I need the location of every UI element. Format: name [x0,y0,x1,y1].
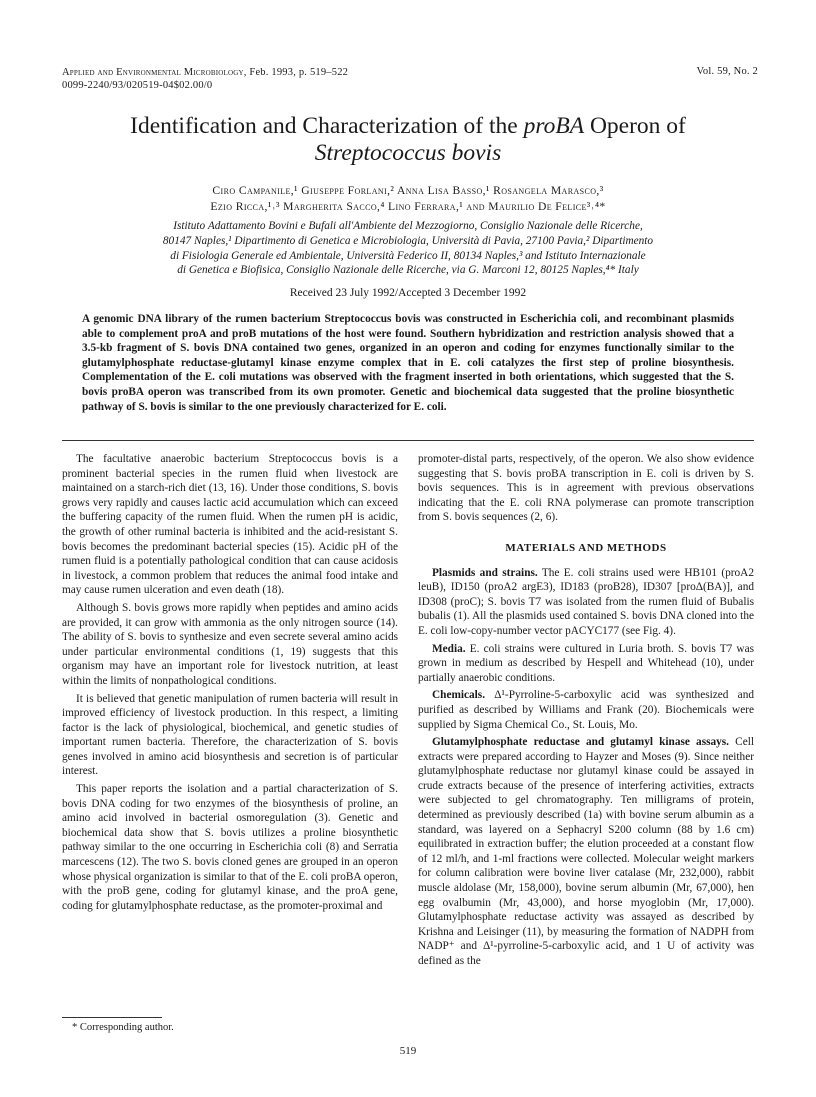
intro-paragraph-4: This paper reports the isolation and a partial characterization of S. bovis DNA coding for two enzymes of the biosynthesis of proline, an amino acid involved in bacterial osmoregulation (3). Genetic and biochemical data show that S. bovis utilizes a proline biosynthetic pathway similar to the one occurring in Escherichia coli (8) and Serratia marcescens (12). The two S. bovis cloned genes are grouped in an operon whose physical organization is similar to that of the E. coli proBA operon, with the proB gene, coding for glutamyl kinase, and the proA gene, coding for glutamylphosphate reductase, as the promoter-proximal and [62,783,398,912]
chemicals-paragraph [418,688,754,732]
title-part1: Identification and Characterization of the [130,113,524,139]
media-text: E. coli strains were cultured in Luria broth. S. bovis T7 was grown in medium as described by Hespell and Whitehead (10), under partially anaerobic conditions. [418,642,754,684]
title-part2: Operon of [584,113,686,139]
intro-paragraph-continued: promoter-distal parts, respectively, of the operon. We also show evidence suggesting that S. bovis proBA transcription in E. coli is driven by S. bovis sequences. This is in agreement with previous observations indicating that the E. coli RNA polymerase can promote transcription from S. bovis sequences (2, 6). [418,453,754,524]
affiliation-line-4: di Genetica e Biofisica, Consiglio Nazionale delle Ricerche, via G. Marconi 12, 80125 Naples,⁴* Italy [177,264,639,277]
issn-line: 0099-2240/93/020519-04$02.00/0 [62,80,213,91]
affiliation-line-1: Istituto Adattamento Bovini e Bufali all'Ambiente del Mezzogiorno, Consiglio Nazionale delle Ricerche, [173,220,643,232]
affiliation-line-3: di Fisiologia Generale ed Ambientale, Università Federico II, 80134 Naples,³ and Istituto Internazionale [170,249,646,262]
abstract-divider [62,440,754,441]
received-dates: Received 23 July 1992/Accepted 3 December 1992 [289,287,527,299]
author-list [40,183,776,215]
affiliations [60,219,756,278]
journal-citation: , Feb. 1993, p. 519–522 [243,67,349,78]
volume-info: Vol. 59, No. 2 [696,66,758,77]
left-column [62,452,398,916]
article-title [40,113,776,167]
media-lead: Media. [432,642,466,655]
journal-header [62,66,348,92]
chemicals-text: Δ¹-Pyrroline-5-carboxylic acid was synthesized and purified as described by Williams and Frank (20). Biochemicals were supplied by Sigma Chemical Co., St. Louis, Mo. [418,689,754,731]
footnote-divider [62,1017,162,1018]
intro-paragraph-2: Although S. bovis grows more rapidly when peptides and amino acids are provided, it can grow with ammonia as the only nitrogen source (14). The ability of S. bovis to synthesize and even secrete several amino acids under particular environmental conditions (1, 19) suggests that this organism may have an important role for livestock nutrition, at least within the limits of nonpathological conditions. [62,601,398,687]
assays-lead: Glutamylphosphate reductase and glutamyl kinase assays. [432,736,730,749]
journal-name: Applied and Environmental Microbiology [62,67,244,78]
section-heading-methods: MATERIALS AND METHODS [505,541,667,554]
title-gene: proBA [523,113,585,139]
authors-line-1: Ciro Campanile,¹ Giuseppe Forlani,² Anna Lisa Basso,¹ Rosangela Marasco,³ [212,184,604,197]
title-organism: Streptococcus bovis [314,140,502,166]
intro-paragraph-3: It is believed that genetic manipulation of rumen bacteria will result in improved efficiency of livestock production. In this respect, a limiting factor is the lack of physiological, biochemical, and genetic studies of important rumen bacteria. Therefore, the characterization of S. bovis genes involved in amino acid biosynthesis and secretion is of particular interest. [62,692,398,778]
authors-line-2: Ezio Ricca,¹˒³ Margherita Sacco,⁴ Lino Ferrara,¹ and Maurilio De Felice³˒⁴* [210,200,606,213]
plasmids-paragraph [418,566,754,639]
corresponding-author-footnote: * Corresponding author. [72,1022,174,1033]
plasmids-lead: Plasmids and strains. [432,566,538,579]
intro-paragraph-1: The facultative anaerobic bacterium Streptococcus bovis is a prominent bacterial species in the rumen fluid when livestock are maintained on a starch-rich diet (13, 16). Under those conditions, S. bovis grows very rapidly and causes lactic acid accumulation which can exceed the buffering capacity of the rumen fluid. When the rumen pH is acidic, the growth of other ruminal bacteria is inhibited and the acid-resistant S. bovis becomes the predominant bacterial species (15). Acidic pH of the rumen fluid is a potentially pathological condition that can cause acidosis in livestock, a common problem that reduces the animal food intake and may cause rumen ulceration and even death (18). [62,453,398,597]
affiliation-line-2: 80147 Naples,¹ Dipartimento di Genetica e Microbiologia, Università di Pavia, 27100 Pavia,² Dipartimento [162,234,654,247]
plasmids-text: The E. coli strains used were HB101 (proA2 leuB), ID150 (proA2 argE3), ID183 (proB28), ID307 [proΔ(BA)], and ID308 (proC); S. bovis T7 was isolated from the rumen fluid of Bubalis bubalis (1). All the plasmids used contained S. bovis DNA cloned into the E. coli low-copy-number vector pACYC177 (see Fig. 4). [418,566,754,637]
right-column [418,452,754,972]
page-number: 519 [399,1045,417,1057]
assays-text: Cell extracts were prepared according to Hayzer and Moses (9). Since neither glutamylphosphate reductase nor glutamyl kinase could be assayed in crude extracts because of the presence of interfering activities, extracts were subjected to gel chromatography. Ten milligrams of protein, determined as previously described (1a) with bovine serum albumin as a standard, was layered on a Sephacryl S200 column (88 by 1.6 cm) equilibrated in extraction buffer; the elution proceeded at a constant flow of 12 ml/h, and 1-ml fractions were collected. Molecular weight markers for column calibration were bovine liver catalase (Mr, 232,000), rabbit muscle aldolase (Mr, 158,000), bovine serum albumin (Mr, 67,000), hen egg ovalbumin (Mr, 43,000), and horse myoglobin (Mr, 17,000). Glutamylphosphate reductase activity was assayed as described by Krishna and Leisinger (11), by measuring the formation of NADPH from NADP⁺ and Δ¹-pyrroline-5-carboxylic acid, and 1 U of activity was defined as the [418,736,754,967]
abstract: A genomic DNA library of the rumen bacterium Streptococcus bovis was constructed in Escherichia coli, and recombinant plasmids able to complement proA and proB mutations of the host were found. Southern hybridization and restriction analysis showed that a 3.5-kb fragment of S. bovis DNA contained two genes, organized in an operon and coding for enzymes functionally similar to the glutamylphosphate reductase-glutamyl kinase enzyme complex that in E. coli catalyzes the first step of proline biosynthesis. Complementation of the E. coli mutations was observed with the fragment inserted in both orientations, which suggested that the S. bovis proBA operon was transcribed from its own promoter. Genetic and biochemical data suggested that the proline biosynthetic pathway of S. bovis is similar to the one previously characterized for E. coli. [82,313,734,413]
assays-paragraph [418,735,754,969]
media-paragraph [418,642,754,686]
chemicals-lead: Chemicals. [432,689,486,702]
